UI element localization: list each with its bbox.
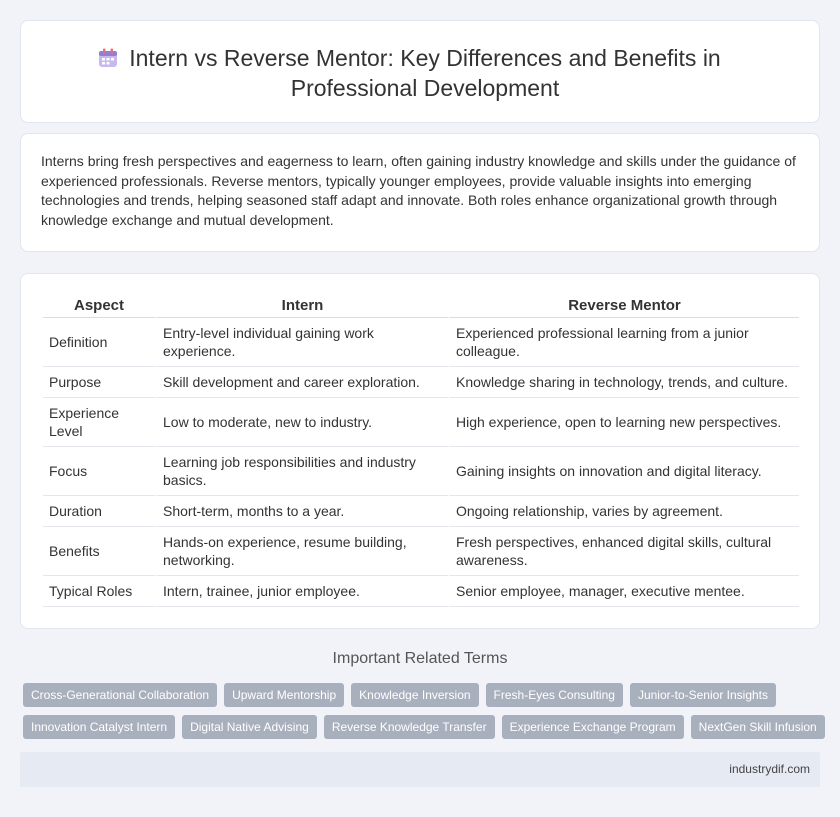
cell-intern: Intern, trainee, junior employee. <box>155 576 448 607</box>
cell-aspect: Purpose <box>43 367 155 398</box>
tag-innovation-catalyst-intern[interactable]: Innovation Catalyst Intern <box>23 715 175 739</box>
cell-intern: Learning job responsibilities and industry basics. <box>155 447 448 496</box>
cell-reverse-mentor: Knowledge sharing in technology, trends, and culture. <box>448 367 799 398</box>
cell-intern: Short-term, months to a year. <box>155 496 448 527</box>
related-terms <box>23 683 823 747</box>
cell-aspect: Duration <box>43 496 155 527</box>
cell-reverse-mentor: Gaining insights on innovation and digital literacy. <box>448 447 799 496</box>
cell-intern: Low to moderate, new to industry. <box>155 398 448 447</box>
cell-aspect: Experience Level <box>43 398 155 447</box>
tag-row <box>23 715 823 739</box>
cell-intern: Entry-level individual gaining work experience. <box>155 318 448 367</box>
tag-upward-mentorship[interactable]: Upward Mentorship <box>224 683 344 707</box>
cell-intern: Skill development and career exploration. <box>155 367 448 398</box>
cell-aspect: Benefits <box>43 527 155 576</box>
comparison-card <box>20 273 820 629</box>
cell-aspect: Focus <box>43 447 155 496</box>
intro-text: Interns bring fresh perspectives and eagerness to learn, often gaining industry knowledge and skills under the guidance of experienced professionals. Reverse mentors, typically younger employees, provide valuable insights into emerging technologies and trends, helping seasoned staff adapt and innovate. Both roles enhance organizational growth through knowledge exchange and mutual development. <box>41 153 796 228</box>
cell-reverse-mentor: High experience, open to learning new perspectives. <box>448 398 799 447</box>
footer-site[interactable]: industrydif.com <box>729 762 810 776</box>
comparison-table <box>43 294 799 607</box>
table-row <box>43 527 799 576</box>
table-row <box>43 398 799 447</box>
cell-aspect: Typical Roles <box>43 576 155 607</box>
tag-cross-generational-collaboration[interactable]: Cross-Generational Collaboration <box>23 683 217 707</box>
tag-digital-native-advising[interactable]: Digital Native Advising <box>182 715 317 739</box>
table-row <box>43 576 799 607</box>
cell-reverse-mentor: Senior employee, manager, executive mentee. <box>448 576 799 607</box>
table-row <box>43 496 799 527</box>
table-row <box>43 318 799 367</box>
tag-reverse-knowledge-transfer[interactable]: Reverse Knowledge Transfer <box>324 715 495 739</box>
tag-knowledge-inversion[interactable]: Knowledge Inversion <box>351 683 478 707</box>
cell-reverse-mentor: Ongoing relationship, varies by agreement. <box>448 496 799 527</box>
table-header-row <box>43 294 799 318</box>
tag-row <box>23 683 823 707</box>
tag-fresh-eyes-consulting[interactable]: Fresh-Eyes Consulting <box>486 683 623 707</box>
cell-reverse-mentor: Experienced professional learning from a junior colleague. <box>448 318 799 367</box>
cell-intern: Hands-on experience, resume building, networking. <box>155 527 448 576</box>
footer <box>20 752 820 787</box>
intro-card <box>20 133 820 252</box>
cell-reverse-mentor: Fresh perspectives, enhanced digital skills, cultural awareness. <box>448 527 799 576</box>
header-reverse-mentor: Reverse Mentor <box>448 294 799 318</box>
related-terms-title: Important Related Terms <box>332 650 508 667</box>
title-card <box>20 20 820 123</box>
tag-junior-to-senior-insights[interactable]: Junior-to-Senior Insights <box>630 683 776 707</box>
header-aspect: Aspect <box>43 294 155 318</box>
tag-nextgen-skill-infusion[interactable]: NextGen Skill Infusion <box>691 715 825 739</box>
table-row <box>43 447 799 496</box>
tag-experience-exchange-program[interactable]: Experience Exchange Program <box>502 715 684 739</box>
table-row <box>43 367 799 398</box>
cell-aspect: Definition <box>43 318 155 367</box>
header-intern: Intern <box>155 294 448 318</box>
page-title: Intern vs Reverse Mentor: Key Differences and Benefits in Professional Development <box>129 45 721 101</box>
